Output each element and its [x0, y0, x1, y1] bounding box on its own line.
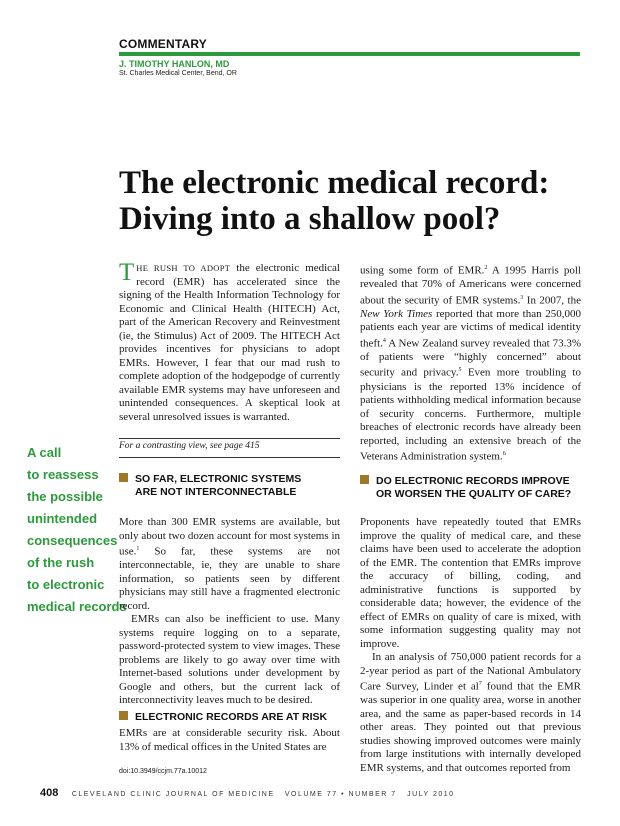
text-run: In 2007, the — [523, 294, 581, 307]
text-run: using some form of EMR. — [360, 264, 485, 277]
subhead-interconnectable — [119, 473, 301, 499]
author-name: J. TIMOTHY HANLON, MD — [119, 59, 230, 69]
pull-quote-line: to electronic — [27, 577, 105, 592]
text-run: A 1995 Harris poll revealed that 70% of Americans were concerned about the security of EMR systems. — [360, 264, 581, 307]
pull-quote-line: unintended — [27, 511, 98, 526]
subhead-quality-of-care — [360, 475, 571, 501]
text-run: So far, these systems are not interconnectable, ie, they are unable to share information, so patients seen by different physicians may still have a fragmented electronic record. — [119, 545, 340, 612]
text-run: found that the EMR was superior in one quality area, worse in another area, and the same as paper-based records in 14 other areas. They pointed out that previous studies showing improved outcomes were mainly from large institutions with internally developed EMR systems, and that outcomes reported from — [360, 680, 581, 774]
volume: VOLUME 77 — [284, 791, 338, 798]
article-title — [119, 165, 599, 237]
reference: 3 — [520, 294, 524, 301]
intro-paragraph — [119, 259, 340, 424]
page-number: 408 — [40, 787, 59, 799]
text-run: Even more troubling to physicians is the reported 13% incidence of patients withholding medical information because of security concerns. Furthermore, multiple breaches of electronic records have already been reported, including an extensive breach of the Veterans Administration system. — [360, 367, 581, 463]
paragraph: EMRs are at considerable security risk. About 13% of medical offices in the United States are — [119, 727, 340, 753]
drop-cap: T — [119, 259, 135, 286]
subhead-line: ELECTRONIC RECORDS ARE AT RISK — [135, 711, 328, 723]
issue-number: NUMBER 7 — [348, 791, 397, 798]
issue-date: JULY 2010 — [407, 791, 455, 798]
text-run: In an analysis of 750,000 patient records for a 2-year period as part of the National Ambulatory Care Survey, Linder et al — [360, 651, 581, 693]
pull-quote-line: to reassess — [27, 467, 99, 482]
doi: doi:10.3949/ccjm.77a.10012 — [119, 768, 207, 775]
subhead-line: SO FAR, ELECTRONIC SYSTEMS — [135, 473, 302, 485]
pull-quote-line: the possible — [27, 489, 103, 504]
paragraph — [360, 262, 581, 464]
right-column-body — [360, 516, 581, 775]
subhead-line: OR WORSEN THE QUALITY OF CARE? — [376, 488, 572, 500]
paragraph: Proponents have repeatedly touted that EMRs improve the quality of medical care, and these claims have been used to accelerate the adoption of the EMR. The contention that EMRs improve the accuracy of billing, coding, and administrative functions is supported by considerable data; however, the evidence of the effect of EMRs on quality of care is mixed, with some information suggesting quality may not improve. — [360, 516, 581, 650]
text-run: reported that more than 250,000 patients each year are victims of medical identity theft. — [360, 307, 581, 350]
header-rule — [119, 52, 580, 56]
reference: 4 — [382, 337, 386, 344]
subhead-line: DO ELECTRONIC RECORDS IMPROVE — [376, 475, 570, 487]
paragraph: EMRs can also be inefficient to use. Many systems require logging on to a separate, password-protected system to view images. These problems are likely to go away over time with Internet-based solutions under development by Google and others, but the current lack of interconnectivity leaves much to be desired. — [119, 613, 340, 707]
left-column-body — [119, 516, 340, 708]
pull-quote — [27, 442, 127, 618]
paragraph — [360, 651, 581, 775]
reference: 6 — [502, 451, 506, 458]
title-line-1: The electronic medical record: — [119, 165, 550, 201]
reference: 5 — [458, 367, 462, 374]
contrast-rule-top — [119, 438, 340, 439]
section-label: COMMENTARY — [119, 37, 207, 51]
pull-quote-line: A call — [27, 445, 62, 460]
title-line-2: Diving into a shallow pool? — [119, 201, 501, 237]
publication-name: New York Times — [360, 307, 433, 320]
right-column — [360, 262, 581, 464]
author-affiliation: St. Charles Medical Center, Bend, OR — [119, 70, 237, 77]
subhead-marker — [119, 711, 128, 720]
footer-bullet: • — [341, 791, 346, 798]
text-run: A New Zealand survey revealed that 73.3% of patients were “highly concerned” about security and privacy. — [360, 337, 581, 380]
contrasting-view-note: For a contrasting view, see page 415 — [119, 441, 260, 451]
pull-quote-line: of the rush — [27, 555, 95, 570]
pull-quote-line: medical records — [27, 599, 127, 614]
pull-quote-line: consequences — [27, 533, 118, 548]
subhead-marker — [119, 473, 128, 482]
subhead-security — [119, 711, 327, 724]
paragraph — [119, 516, 340, 613]
reference: 1 — [136, 546, 140, 552]
contrast-rule-bottom — [119, 457, 340, 458]
left-column — [119, 259, 340, 424]
intro-text: the electronic medical record (EMR) has accelerated since the signing of the Health Information Technology for Economic and Clinical Health (HITECH) Act, part of the American Recovery and Reinvestment (ie, the Stimulus) Act of 2009. The HITECH Act provides incentives for physicians to adopt EMRs. However, I fear that our mad rush to complete adoption of the hodgepodge of currently available EMR systems may have unforeseen and unintended consequences. A skeptical look at several unresolved issues is warranted. — [119, 262, 340, 423]
reference: 7 — [478, 681, 482, 687]
journal-name: CLEVELAND CLINIC JOURNAL OF MEDICINE — [71, 791, 275, 798]
text-run: More than 300 EMR systems are available, but only about two dozen account for most systems in use. — [119, 516, 340, 558]
lead-in: HE RUSH TO ADOPT — [136, 263, 231, 273]
subhead-line: ARE NOT INTERCONNECTABLE — [135, 486, 297, 498]
subhead-marker — [360, 475, 369, 484]
page-footer — [40, 787, 455, 799]
left-column-end — [119, 727, 340, 754]
reference: 2 — [484, 265, 488, 271]
